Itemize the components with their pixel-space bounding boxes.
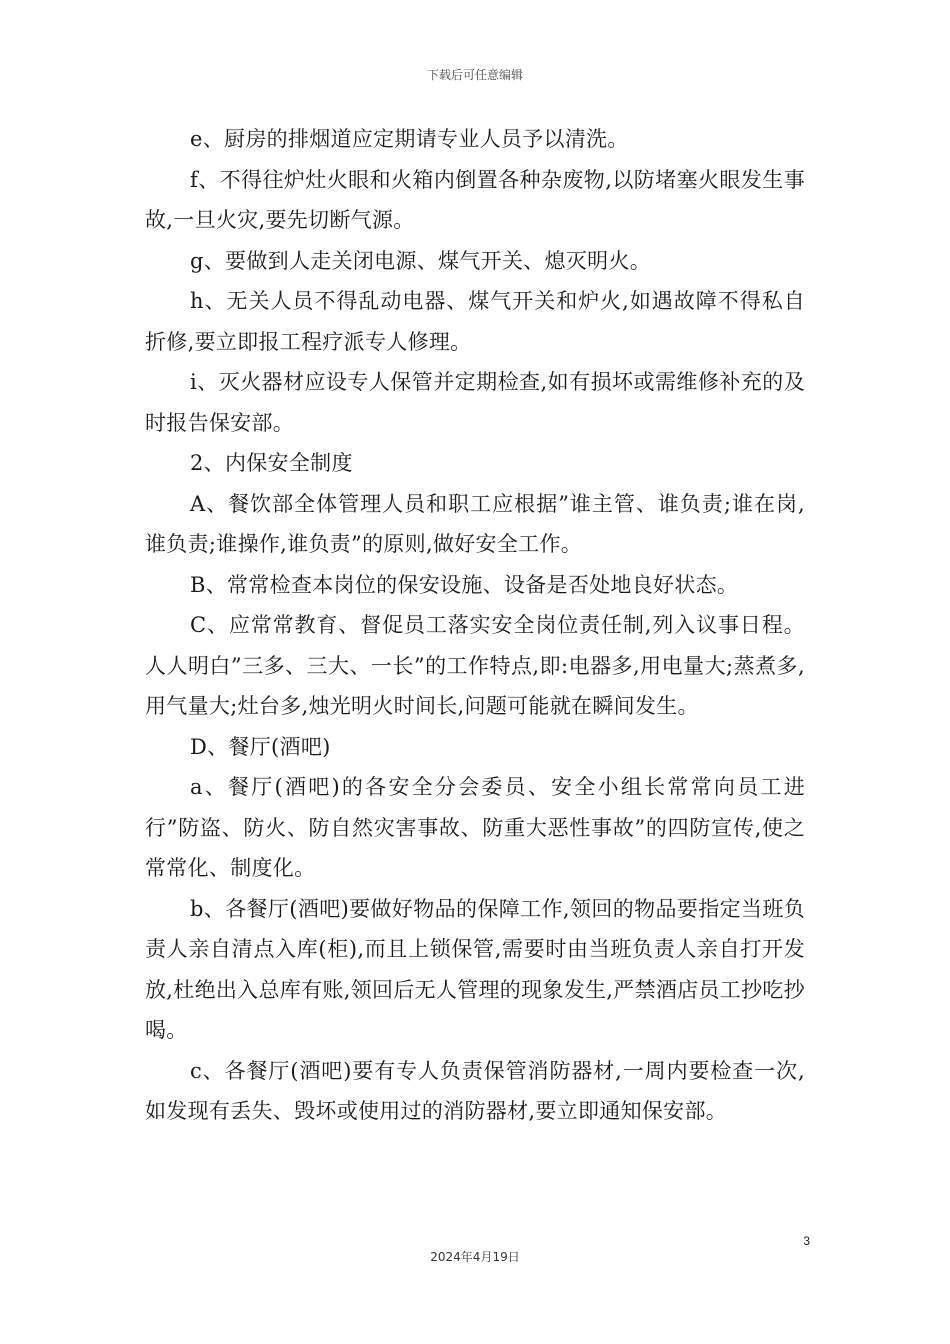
paragraph-c: c、各餐厅(酒吧)要有专人负责保管消防器材,一周内要检查一次,如发现有丢失、毁坏或使用过的消防器材,要立即通知保安部。: [145, 1058, 805, 1123]
paragraph-a: a、餐厅(酒吧)的各安全分会委员、安全小组长常常向员工进行”防盗、防火、防自然灾害事故、防重大恶性事故”的四防宣传,使之常常化、制度化。: [145, 775, 805, 880]
paragraph-i: i、灭火器材应设专人保管并定期检查,如有损坏或需维修补充的及时报告保安部。: [145, 370, 805, 435]
paragraph-b: b、各餐厅(酒吧)要做好物品的保障工作,领回的物品要指定当班负责人亲自清点入库(柜),而且上锁保管,需要时由当班负责人亲自打开发放,杜绝出入总库有账,领回后无人管理的现象发生,严禁酒店员工抄吃抄喝。: [145, 896, 805, 1042]
paragraph-C: C、应常常教育、督促员工落实安全岗位责任制,列入议事日程。人人明白”三多、三大、一长”的工作特点,即:电器多,用电量大;蒸煮多,用气量大;灶台多,烛光明火时间长,问题可能就在瞬间发生。: [145, 613, 805, 718]
paragraph-A: A、餐饮部全体管理人员和职工应根据”谁主管、谁负责;谁在岗,谁负责;谁操作,谁负责”的原则,做好安全工作。: [145, 491, 805, 556]
paragraph-B: B、常常检查本岗位的保安设施、设备是否处地良好状态。: [190, 572, 739, 597]
paragraph-D: D、餐厅(酒吧): [190, 734, 331, 759]
page-number: 3: [803, 1234, 810, 1248]
paragraph-g: g、要做到人走关闭电源、煤气开关、熄灭明火。: [190, 248, 652, 273]
footer-date: 2024年4月19日: [430, 1250, 520, 1264]
paragraph-h: h、无关人员不得乱动电器、煤气开关和炉火,如遇故障不得私自折修,要立即报工程疗派专人修理。: [145, 289, 805, 354]
paragraph-e: e、厨房的排烟道应定期请专业人员予以清洗。: [190, 127, 629, 151]
page-header: 下载后可任意编辑: [426, 68, 523, 82]
document-body: [145, 119, 805, 1132]
section-heading-internal-security: 2、内保安全制度: [190, 451, 353, 475]
paragraph-f: f、不得往炉灶火眼和火箱内倒置各种杂废物,以防堵塞火眼发生事故,一旦火灾,要先切断气源。: [145, 167, 805, 232]
